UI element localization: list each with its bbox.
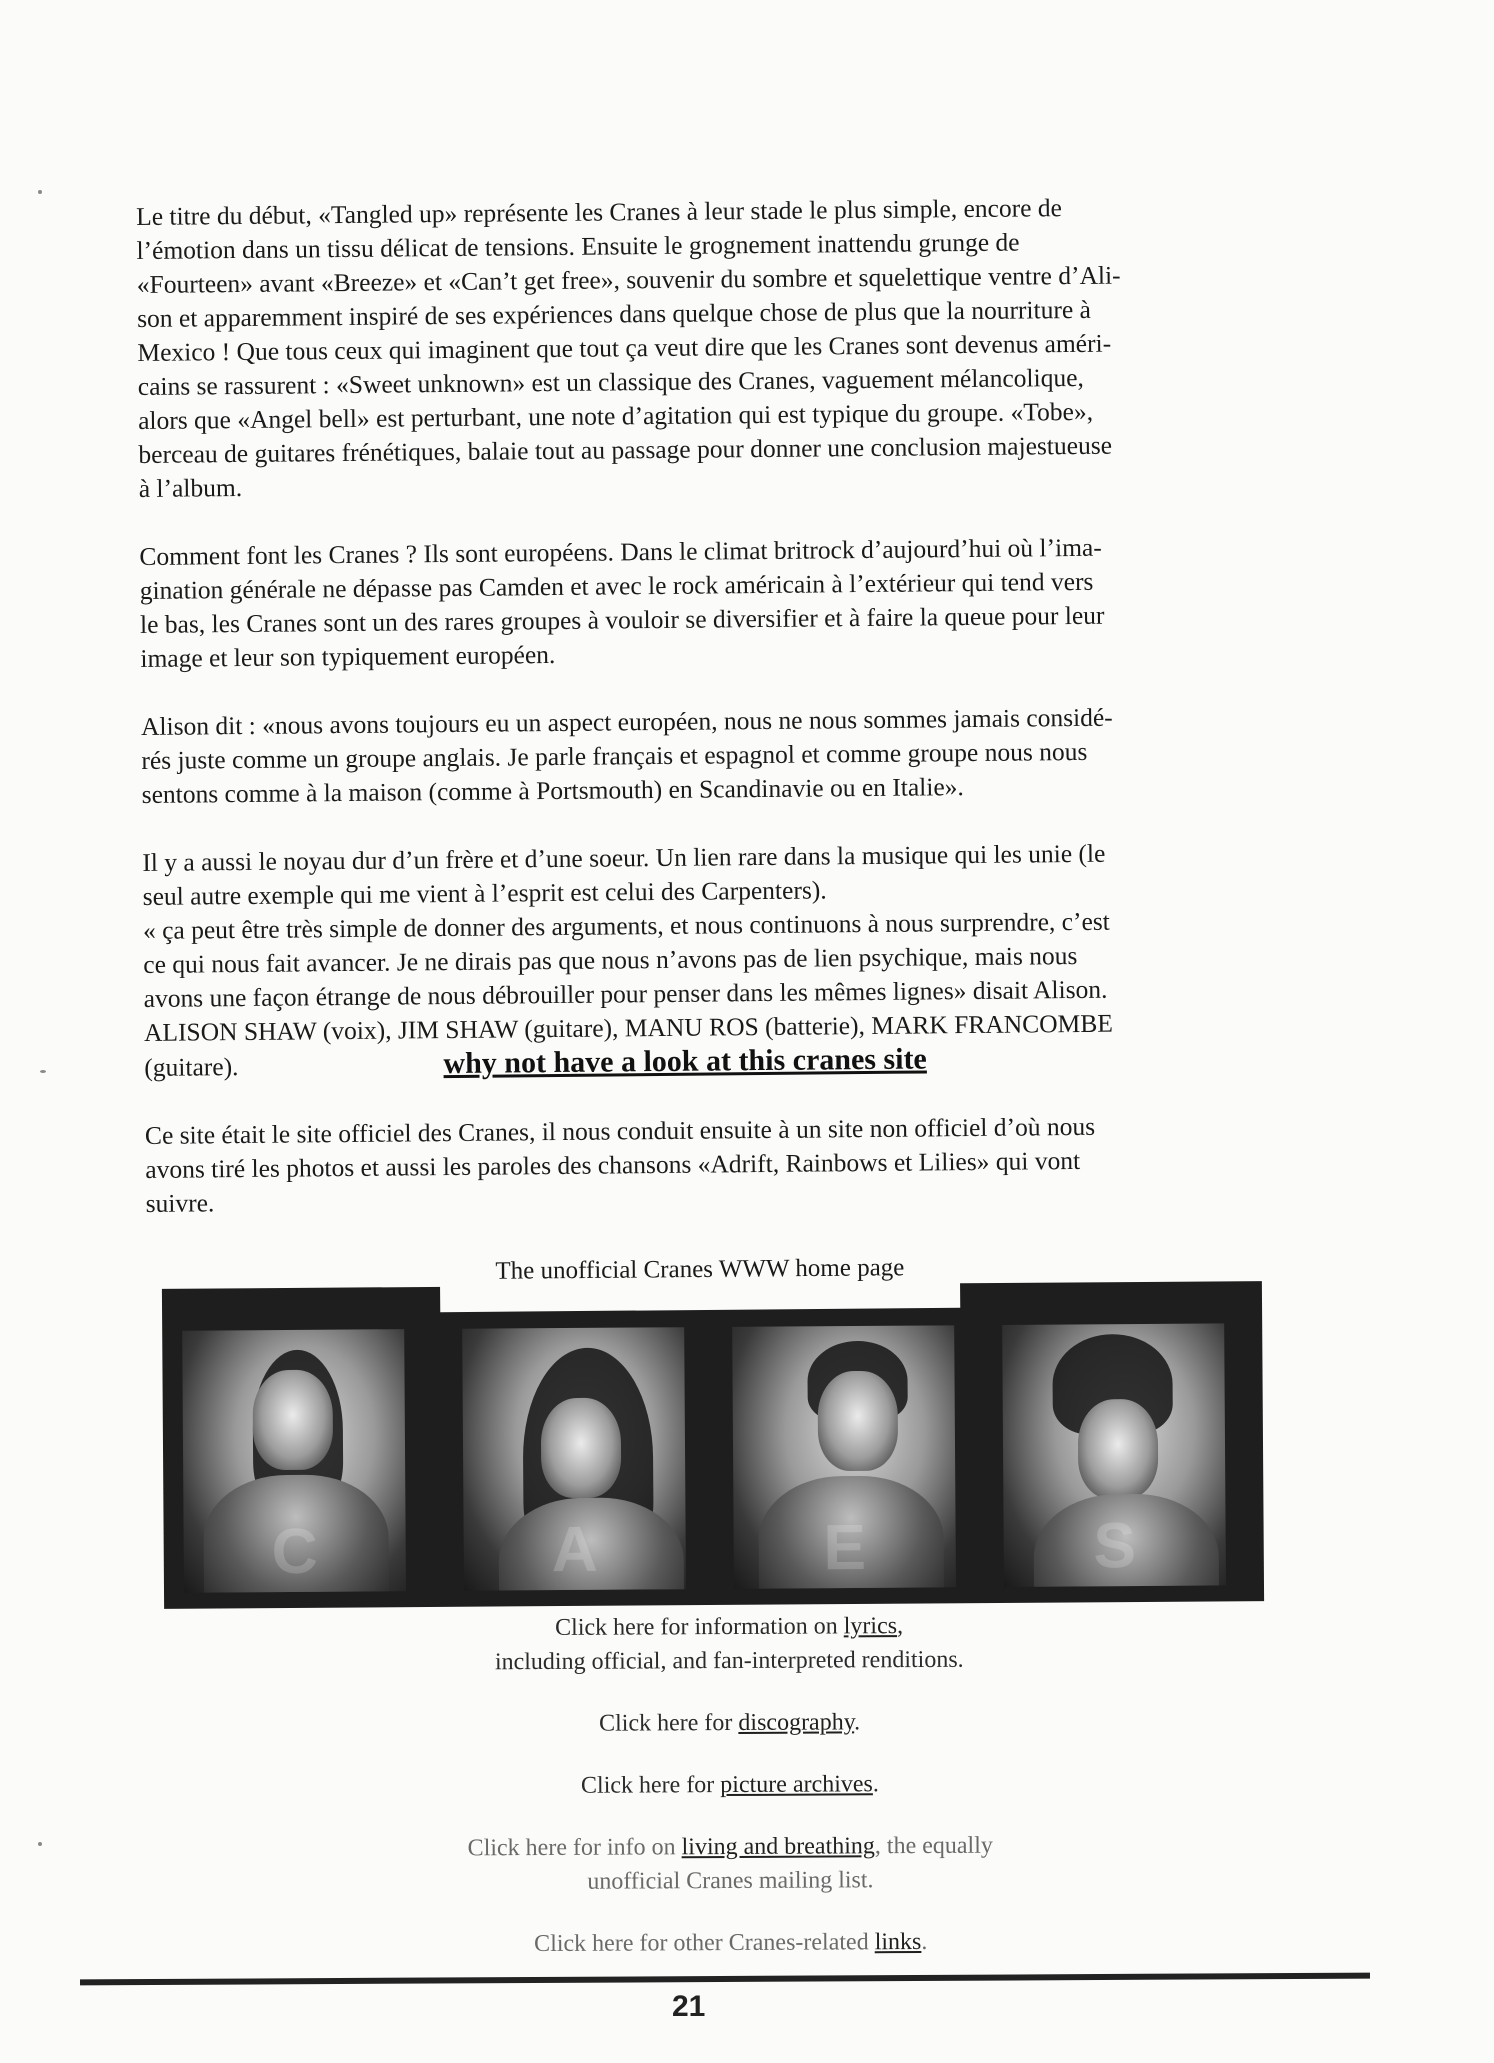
text-line: cains se rassurent : «Sweet unknown» est un classique des Cranes, vaguement mélancolique, — [137, 362, 1084, 401]
text-line: rés juste comme un groupe anglais. Je parle français et espagnol et comme groupe nous nous — [141, 736, 1088, 775]
article-body — [136, 189, 1321, 1221]
link-text: Click here for other Cranes-related — [534, 1929, 875, 1958]
text-line: Alison dit : «nous avons toujours eu un aspect européen, nous ne nous sommes jamais considé- — [140, 702, 1113, 741]
text-line: alors que «Angel bell» est perturbant, une note d’agitation qui est typique du groupe. «Tobe», — [137, 396, 1094, 435]
link-text: , — [896, 1613, 904, 1640]
band-photo-1[interactable] — [182, 1329, 406, 1593]
photo-letter: S — [1093, 1509, 1137, 1582]
text-line: avons une façon étrange de nous débrouiller pour penser dans les mêmes lignes» disait Alison. — [143, 974, 1108, 1013]
text-fragment: (guitare). — [144, 1052, 239, 1082]
text-line: l’émotion dans un tissu délicat de tensions. Ensuite le grognement inattendu grunge de — [136, 227, 1020, 265]
other-links-link[interactable]: links — [874, 1929, 922, 1956]
link-text: . — [872, 1771, 879, 1798]
picture-archives-link[interactable]: picture archives — [720, 1771, 873, 1799]
band-photo-strip — [162, 1281, 1264, 1609]
cranes-site-link[interactable]: why not have a look at this cranes site — [443, 1042, 927, 1081]
text-line: seul autre exemple qui me vient à l’esprit est celui des Carpenters). — [142, 875, 827, 911]
link-text: Click here for information on — [555, 1613, 844, 1641]
photo-face — [817, 1371, 898, 1472]
text-line: image et leur son typiquement européen. — [140, 639, 556, 673]
text-line: ALISON SHAW (voix), JIM SHAW (guitare), MANU ROS (batterie), MARK FRANCOMBE — [143, 1008, 1113, 1047]
text-line: son et apparemment inspiré de ses expériences dans quelque chose de plus que la nourriture à — [136, 294, 1092, 333]
text-line: avons tiré les photos et aussi les paroles des chansons «Adrift, Rainbows et Lilies» qui vont — [145, 1145, 1081, 1184]
text-line: Ce site était le site officiel des Cranes, il nous conduit ensuite à un site non officiel d’où nous — [144, 1111, 1096, 1150]
scan-speck — [40, 1070, 46, 1073]
link-text: unofficial Cranes mailing list. — [587, 1867, 874, 1895]
photo-letter: C — [271, 1514, 319, 1588]
lyrics-link[interactable]: lyrics — [843, 1613, 898, 1640]
mailing-list-paragraph — [350, 1828, 1110, 1900]
text-line: suivre. — [145, 1188, 215, 1218]
link-text: . — [854, 1709, 861, 1736]
link-text: Click here for info on — [467, 1834, 682, 1862]
text-line: gination générale ne dépasse pas Camden et avec le rock américain à l’extérieur qui tend vers — [139, 566, 1094, 605]
scan-speck — [38, 1842, 42, 1846]
photo-face — [541, 1398, 622, 1499]
text-line: Il y a aussi le noyau dur d’un frère et d’une soeur. Un lien rare dans la musique qui les unie (le — [142, 838, 1106, 877]
pictures-paragraph — [350, 1766, 1110, 1804]
web-page-links — [349, 1608, 1111, 1990]
text-line: ce qui nous fait avancer. Je ne dirais pas que nous n’avons pas de lien psychique, mais nous — [143, 940, 1078, 979]
text-line: berceau de guitares frénétiques, balaie tout au passage pour donner une conclusion majestueuse — [138, 430, 1113, 469]
text-line: « ça peut être très simple de donner des arguments, et nous continuons à nous surprendre, c’est — [142, 906, 1110, 945]
discography-paragraph — [350, 1704, 1110, 1742]
page-number: 21 — [672, 1990, 706, 2023]
link-text: including official, and fan-interpreted renditions. — [494, 1646, 964, 1676]
paragraph-1 — [136, 189, 1314, 506]
text-line: Comment font les Cranes ? Ils sont européens. Dans le climat britrock d’aujourd’hui où l’ima- — [139, 532, 1102, 571]
web-page-caption — [440, 1248, 961, 1313]
paragraph-2 — [139, 529, 1315, 676]
text-line: sentons comme à la maison (comme à Portsmouth) en Scandinavie ou en Italie». — [141, 772, 964, 809]
link-text: . — [921, 1928, 928, 1955]
scan-speck — [38, 190, 42, 194]
band-photo-4[interactable] — [1002, 1323, 1226, 1587]
paragraph-3 — [141, 699, 1317, 812]
band-photo-3[interactable] — [732, 1325, 956, 1589]
text-line: «Fourteen» avant «Breeze» et «Can’t get free», souvenir du sombre et squelettique ventre d’Ali- — [136, 260, 1121, 299]
paragraph-4 — [142, 835, 1319, 1085]
text-line: le bas, les Cranes sont un des rares groupes à vouloir se diversifier et à faire la queue pour leur — [139, 600, 1105, 639]
link-text: Click here for — [599, 1709, 739, 1737]
link-text: Click here for — [580, 1772, 721, 1799]
lyrics-paragraph — [349, 1608, 1109, 1680]
photo-face — [252, 1370, 333, 1471]
photo-letter: A — [551, 1512, 599, 1586]
band-photo-2[interactable] — [462, 1327, 686, 1591]
text-line: à l’album. — [138, 472, 243, 503]
discography-link[interactable]: discography — [738, 1709, 855, 1736]
photo-letter: E — [823, 1510, 867, 1584]
photo-face — [1078, 1399, 1159, 1500]
link-text: , the equally — [874, 1832, 993, 1860]
text-line: Le titre du début, «Tangled up» représente les Cranes à leur stade le plus simple, encore de — [136, 193, 1063, 231]
other-links-paragraph — [351, 1924, 1111, 1962]
text-line: Mexico ! Que tous ceux qui imaginent que tout ça veut dire que les Cranes sont devenus améri- — [137, 328, 1112, 367]
paragraph-5 — [145, 1108, 1321, 1221]
living-and-breathing-link[interactable]: living and breathing — [681, 1833, 875, 1861]
caption-text: The unofficial Cranes WWW home page — [495, 1254, 905, 1285]
